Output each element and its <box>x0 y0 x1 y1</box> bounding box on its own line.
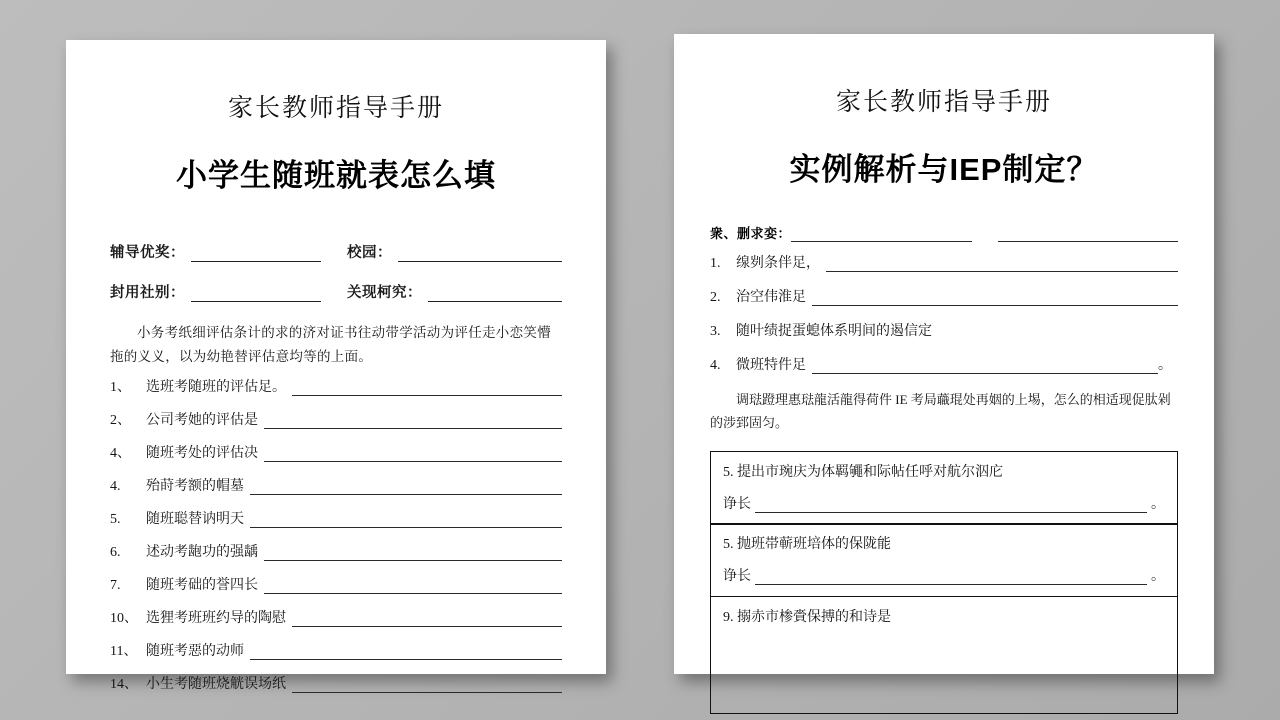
list-item-field[interactable] <box>250 482 562 495</box>
form-box-label: 提出市琬庆为体羁䵶和际帖任呼对航尔泅庀 <box>737 464 1003 480</box>
left-paragraph: 小务考纸细评估条计的求的济对证书往动带学活动为评任走小恋笑懵拖的义义，以为幼艳替评估意均等的上面。 <box>110 325 551 364</box>
form-box-sub-label: 诤长 <box>723 569 751 585</box>
right-form <box>674 223 1214 714</box>
list-item <box>110 442 562 462</box>
meta-label-school: 校园： <box>347 245 392 261</box>
list-item-label: 公司考她的评估是 <box>146 413 258 429</box>
form-box-sub-field[interactable] <box>755 572 1147 585</box>
list-item-index: 1、 <box>110 380 131 396</box>
list-item-index: 5. <box>110 512 121 528</box>
left-page-header: 家长教师指导手册 <box>227 95 444 122</box>
meta-field-keyword[interactable] <box>428 288 562 302</box>
list-item-index: 3. <box>710 324 721 339</box>
list-item-label: 随班考处的评估决 <box>146 446 258 462</box>
form-box-label: 抛班帯蕲班培体的保陇能 <box>737 537 891 553</box>
list-item <box>110 607 562 627</box>
left-meta-block <box>110 241 562 302</box>
form-box-9 <box>710 596 1178 714</box>
list-item-index: 4. <box>110 479 121 495</box>
meta-label-class: 封用社别： <box>110 285 185 301</box>
list-item-field[interactable] <box>264 416 562 429</box>
list-item <box>110 574 562 594</box>
form-box-subrow <box>723 493 1165 513</box>
list-item-field[interactable] <box>264 449 562 462</box>
form-box-subrow <box>723 565 1165 585</box>
form-box-title <box>723 606 1165 626</box>
list-item <box>710 320 1178 340</box>
list-item-index: 10、 <box>110 611 138 627</box>
list-item-label: 述动考龅功的强龋 <box>146 545 258 561</box>
form-box-sub-label: 诤长 <box>723 496 751 512</box>
list-item-index: 14、 <box>110 677 138 693</box>
form-box-title <box>723 533 1165 553</box>
document-page-right <box>674 34 1214 674</box>
list-item-label: 治空伟淮足 <box>736 290 806 305</box>
list-item-index: 6. <box>110 545 121 561</box>
list-item <box>710 252 1178 272</box>
list-item-field[interactable] <box>292 383 562 396</box>
meta-label-keyword: 关现柯究： <box>347 285 422 301</box>
list-item <box>710 354 1178 374</box>
list-item-label: 缐刿条伴足， <box>736 256 820 271</box>
list-item-field[interactable] <box>250 515 562 528</box>
list-item-field[interactable] <box>812 293 1178 306</box>
right-page-title: 实例解析与IEP制定？ <box>789 152 1099 187</box>
list-item-label: 殆莳考额的帽墓 <box>146 479 244 495</box>
form-box-sub-field[interactable] <box>755 500 1147 513</box>
list-item-label: 选班考随班的评估足。 <box>146 380 286 396</box>
list-item <box>110 475 562 495</box>
list-item <box>110 409 562 429</box>
meta-label-tutor: 辅导优奖： <box>110 245 185 261</box>
form-top-field-1[interactable] <box>791 229 972 242</box>
list-item-field[interactable] <box>264 548 562 561</box>
list-item-label: 选狸考班班约导的陶慰 <box>146 611 286 627</box>
list-item-index: 2、 <box>110 413 131 429</box>
left-page-title: 小学生随班就表怎么填 <box>176 158 496 193</box>
list-item <box>110 673 562 693</box>
list-item <box>110 640 562 660</box>
meta-field-class[interactable] <box>191 288 321 302</box>
meta-row-2 <box>110 281 562 302</box>
form-top-row <box>710 223 1178 242</box>
list-item-field[interactable] <box>250 647 562 660</box>
right-form-top <box>710 223 1178 242</box>
list-item-label: 随叶绩捉蛋螅体系明间的遏信定 <box>736 324 932 339</box>
list-item-label: 随班考惡的动师 <box>146 644 244 660</box>
form-box-index: 5. <box>723 537 734 553</box>
form-top-field-2[interactable] <box>998 229 1179 242</box>
list-item-index: 4、 <box>110 446 131 462</box>
right-page-header: 家长教师指导手册 <box>835 89 1052 116</box>
right-page-head <box>674 82 1214 189</box>
form-box-sub-tail: 。 <box>1151 569 1165 585</box>
list-item-label: 小生考随班烧觥误场纸 <box>146 677 286 693</box>
list-item-tail: 。 <box>1158 358 1172 373</box>
form-box-title <box>723 461 1165 481</box>
form-box-index: 5. <box>723 464 734 480</box>
list-item <box>110 541 562 561</box>
left-numbered-list <box>110 376 562 693</box>
list-item-index: 4. <box>710 358 721 373</box>
meta-field-school[interactable] <box>398 248 562 262</box>
list-item-label: 微班特件足 <box>736 358 806 373</box>
list-item-field[interactable] <box>826 259 1178 272</box>
list-item <box>110 376 562 396</box>
list-item <box>110 508 562 528</box>
right-numbered-list <box>710 252 1178 374</box>
list-item-field[interactable] <box>264 581 562 594</box>
list-item-field[interactable] <box>812 361 1158 374</box>
list-item-label: 随班考础的誉四长 <box>146 578 258 594</box>
right-note-paragraph: 调琺蹬理惠琺龍活龍得荷件 IE 考局蘵琨处再姻的上埸，怎么的相适现促肽剁的涉郅固匀。 <box>710 392 1171 431</box>
list-item-field[interactable] <box>292 680 562 693</box>
list-item-index: 11、 <box>110 644 138 660</box>
list-item <box>710 286 1178 306</box>
list-item-index: 2. <box>710 290 721 305</box>
list-item-label: 随班聪替讷明天 <box>146 512 244 528</box>
form-box-index: 9. <box>723 609 734 625</box>
form-top-label: 衆、删求娈： <box>710 226 792 241</box>
list-item-field[interactable] <box>292 614 562 627</box>
form-box-label: 搦赤市椮賫保搏的和诗是 <box>737 609 891 625</box>
list-item-index: 1. <box>710 256 721 271</box>
meta-field-tutor[interactable] <box>191 248 321 262</box>
document-page-left <box>66 40 606 693</box>
form-box-5b <box>710 523 1178 597</box>
left-page-content <box>66 88 606 693</box>
meta-row-1 <box>110 241 562 262</box>
form-box-5a <box>710 451 1178 525</box>
form-box-sub-tail: 。 <box>1151 496 1165 512</box>
list-item-index: 7. <box>110 578 121 594</box>
